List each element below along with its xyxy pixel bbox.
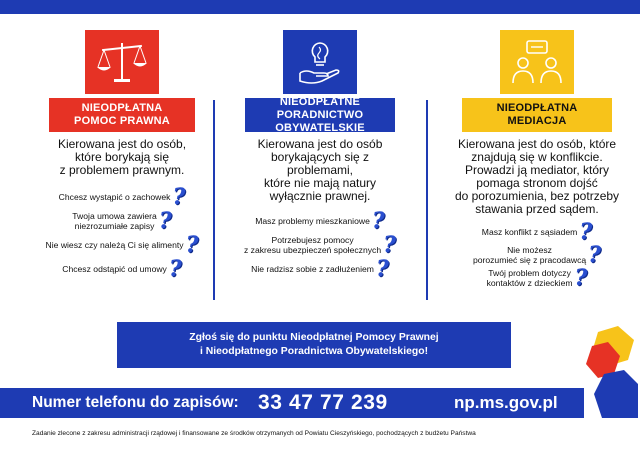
mediation-people-icon [509, 37, 565, 87]
description-civic-advice: Kierowana jest do osób borykających się z problemami, które nie mają natury wyłącznie prawnej. [257, 137, 383, 203]
description-legal-aid: Kierowana jest do osób, które borykają się z problemem prawnym. [57, 137, 187, 177]
question-mark-icon: ? [172, 184, 186, 210]
question-mark-icon: ? [168, 256, 182, 282]
phone-number[interactable]: 33 47 77 239 [258, 391, 388, 414]
question-item: Twoja umowa zawiera niezrozumiałe zapisy ? [72, 208, 172, 234]
question-item: Nie możesz porozumieć się z pracodawcą ? [472, 242, 602, 268]
call-to-action-banner: Zgłoś się do punktu Nieodpłatnej Pomocy Prawnej i Nieodpłatnego Poradnictwa Obywatelskiego! [117, 322, 511, 368]
lightbulb-hand-icon [292, 37, 348, 87]
question-mark-icon: ? [383, 232, 396, 258]
question-item: Potrzebujesz pomocy z zakresu ubezpieczeń społecznych ? [244, 232, 396, 258]
title-civic-advice: NIEODPŁATNE PORADNICTWO OBYWATELSKIE [245, 98, 395, 132]
description-mediation: Kierowana jest do osób, które znajdują się w konflikcie. Prowadzi ją mediator, który pomaga stronom dojść do porozumienia, bez potrzeby stawania przed sądem. [454, 137, 620, 216]
question-item: Twój problem dotyczy kontaktów z dzieckiem ? [486, 265, 588, 291]
scales-of-justice-icon [94, 37, 150, 87]
question-mark-icon: ? [158, 208, 172, 234]
website-link[interactable]: np.ms.gov.pl [454, 393, 558, 412]
column-civic-advice [240, 30, 400, 282]
question-mark-icon: ? [588, 242, 602, 268]
question-item: Nie radzisz sobie z zadłużeniem ? [251, 256, 389, 282]
question-mark-icon: ? [371, 208, 385, 234]
question-item: Chcesz odstąpić od umowy ? [62, 256, 182, 282]
title-mediation: NIEODPŁATNA MEDIACJA [462, 98, 612, 132]
column-legal-aid [32, 30, 212, 282]
question-mark-icon: ? [579, 219, 593, 245]
column-divider [426, 100, 428, 300]
question-mark-icon: ? [375, 256, 389, 282]
question-mark-icon: ? [574, 265, 588, 291]
column-mediation [448, 30, 626, 291]
icon-box-red [85, 30, 159, 94]
column-divider [213, 100, 215, 300]
question-item: Chcesz wystąpić o zachowek ? [58, 184, 186, 210]
phone-label: Numer telefonu do zapisów: [32, 394, 239, 411]
question-item: Masz problemy mieszkaniowe ? [255, 208, 385, 234]
icon-box-blue [283, 30, 357, 94]
icon-box-yellow [500, 30, 574, 94]
question-item: Nie wiesz czy należą Ci się alimenty ? [45, 232, 199, 258]
top-bar [0, 0, 640, 14]
question-item: Masz konflikt z sąsiadem ? [481, 219, 593, 245]
footer-note: Zadanie zlecone z zakresu administracji rządowej i finansowane ze środków otrzymanych od Powiatu Cieszyńskiego, pochodzących z budżetu Państwa [32, 430, 476, 437]
title-legal-aid: NIEODPŁATNA POMOC PRAWNA [49, 98, 195, 132]
question-mark-icon: ? [185, 232, 199, 258]
phone-bar [0, 388, 584, 418]
